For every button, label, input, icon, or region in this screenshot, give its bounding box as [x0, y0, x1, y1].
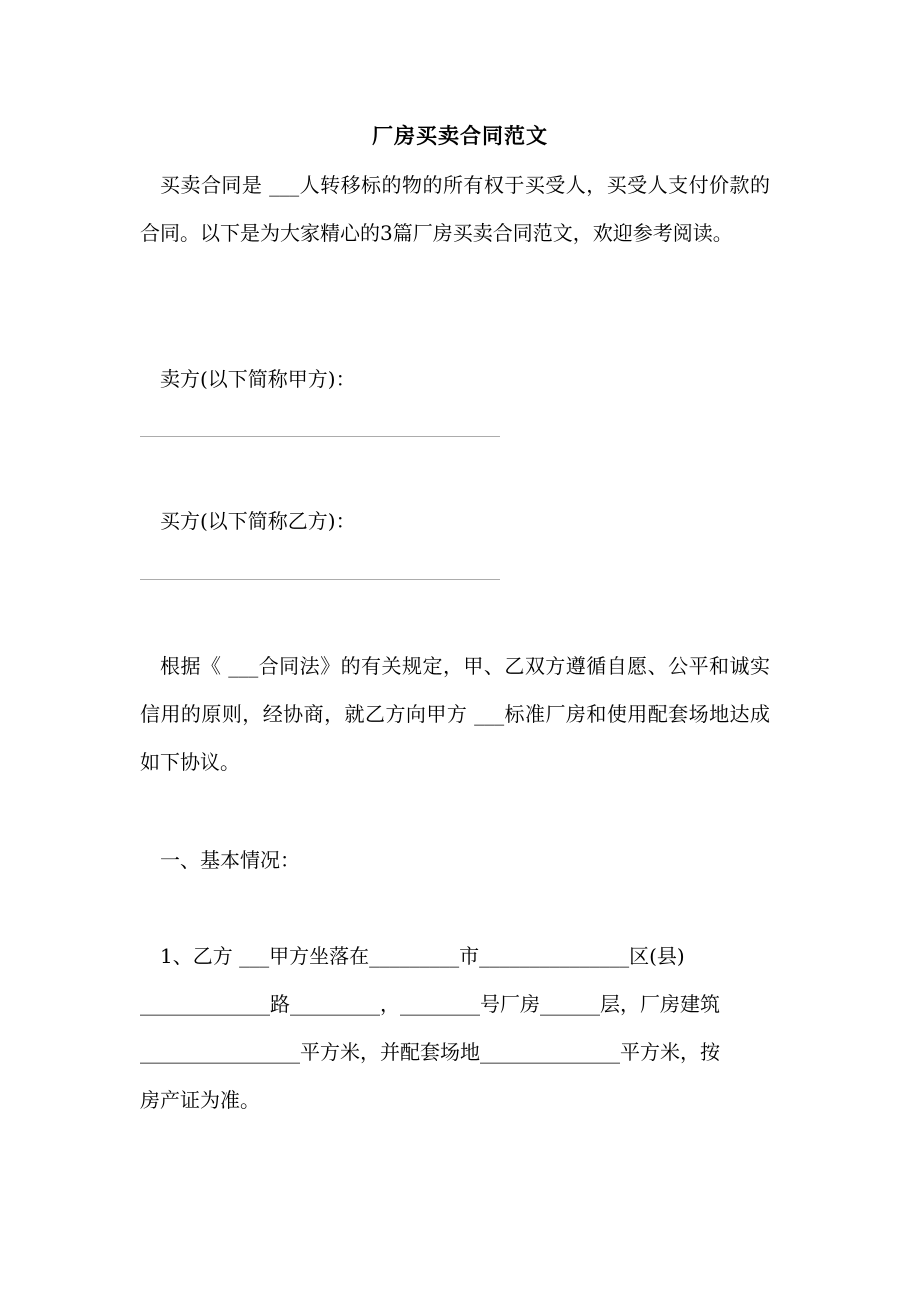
basis-paragraph: 根据《 ___合同法》的有关规定，甲、乙双方遵循自愿、公平和诚实信用的原则，经协商，就乙方向甲方 ___标准厂房和使用配套场地达成如下协议。	[140, 654, 770, 774]
buyer-label: 买方(以下简称乙方)：	[160, 509, 356, 533]
clause-1-line-3: ________________平方米，并配套场地______________平方米，按	[140, 1040, 720, 1064]
seller-label: 卖方(以下简称甲方)：	[160, 367, 356, 391]
intro-paragraph: 买卖合同是 ___人转移标的物的所有权于买受人，买受人支付价款的合同。以下是为大家精心的3篇厂房买卖合同范文，欢迎参考阅读。	[140, 173, 770, 245]
seller-fill-line: _____________________________________________	[140, 418, 500, 437]
document-title: 厂房买卖合同范文	[372, 123, 548, 148]
section-1-heading: 一、基本情况：	[160, 848, 300, 872]
clause-1-line-2: _____________路_________，________号厂房______层，厂房建筑	[140, 992, 720, 1016]
buyer-fill-line: _____________________________________________	[140, 561, 500, 580]
clause-1-line-4: 房产证为准。	[140, 1088, 260, 1112]
clause-1-line-1: 1、乙方 ___甲方坐落在_________市_______________区(县)	[160, 944, 685, 968]
